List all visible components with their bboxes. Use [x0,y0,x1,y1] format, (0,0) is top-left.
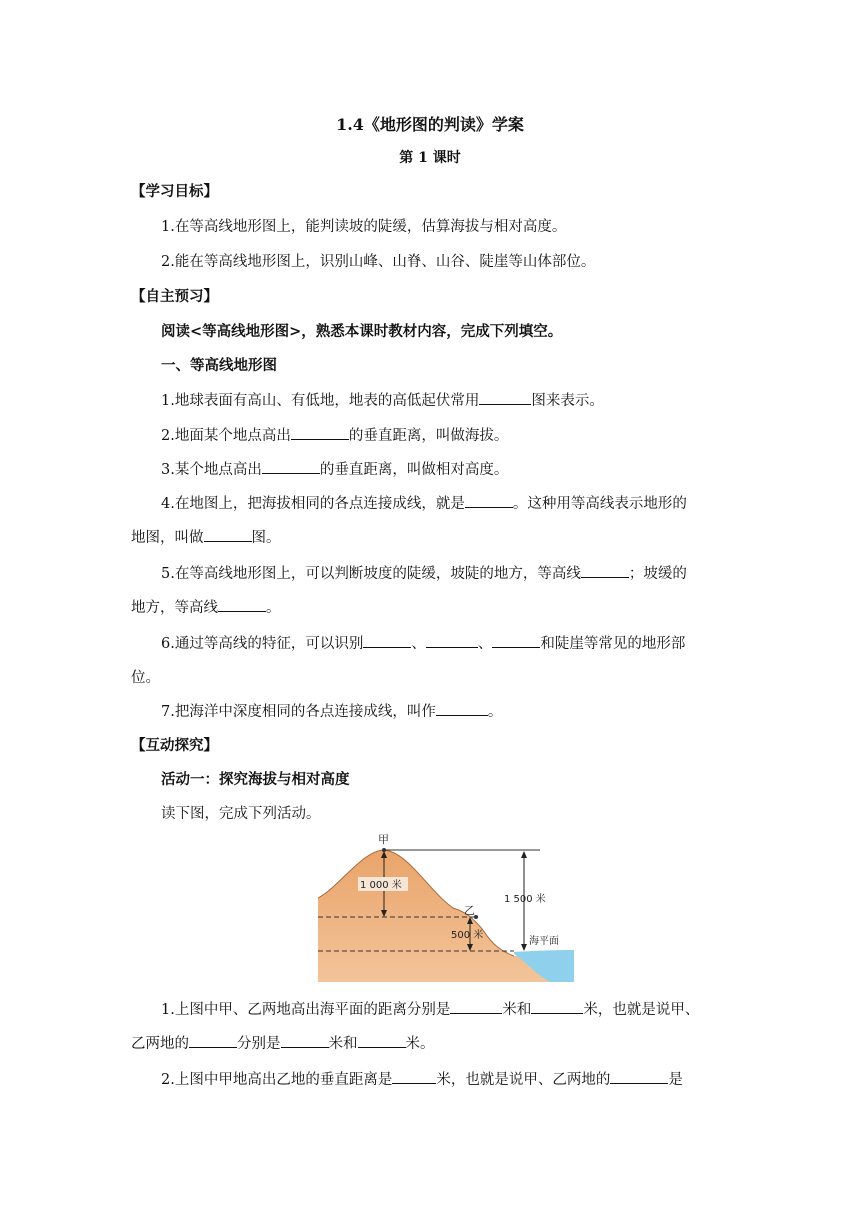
explore-heading: 【互动探究】 [131,737,218,754]
q6-text-b: 和陡崖等常见的地形部 [540,636,686,652]
question-4-line1 [161,492,687,513]
a1-text-b: 米和 [502,1002,532,1018]
question-6-line1 [161,632,685,653]
q5-text-c: 地方，等高线 [131,600,218,616]
a2-text-b: 米，也就是说甲、乙两地的 [436,1072,611,1088]
a1-text-c: 米，也就是说甲、 [583,1002,700,1018]
q3-blank[interactable] [262,459,320,474]
a1-text-f: 米和 [328,1036,358,1052]
q6-blank-1[interactable] [363,633,411,648]
q4-text-b: 。这种用等高线表示地形的 [512,496,687,512]
question-2 [161,424,508,445]
elevation-diagram [318,830,574,982]
goal-1: 1.在等高线地形图上，能判读坡的陡缓，估算海拔与相对高度。 [161,219,567,235]
q2-text-a: 2.地面某个地点高出 [161,428,291,444]
q7-blank[interactable] [436,701,488,716]
activity1-intro: 读下图，完成下列活动。 [161,806,321,822]
a1-blank-5[interactable] [358,1033,406,1048]
q1-blank[interactable] [479,390,531,405]
q1-text-a: 1.地球表面有高山、有低地，地表的高低起伏常用 [161,393,480,409]
a1-text-g: 米。 [405,1036,435,1052]
q3-text-a: 3.某个地点高出 [161,462,262,478]
q6-sep-1: 、 [411,636,426,652]
part1-heading: 一、等高线地形图 [161,357,277,374]
q5-blank-2[interactable] [218,597,266,612]
question-4-line2 [131,526,281,547]
question-7 [161,700,502,721]
label-1000: 1 000 米 [360,880,402,891]
a1-text-d: 乙两地的 [131,1036,189,1052]
q1-text-b: 图来表示。 [531,393,604,409]
a2-text-c: 是 [668,1072,683,1088]
question-3 [161,458,508,479]
a1-blank-1[interactable] [450,999,502,1014]
q5-text-d: 。 [266,600,281,616]
a1-text-e: 分别是 [237,1036,281,1052]
activity1-heading: 活动一：探究海拔与相对高度 [161,771,350,788]
question-6-line2: 位。 [131,670,160,686]
question-1 [161,389,604,410]
label-yi: 乙 [464,904,475,917]
activity1-q1-line1 [161,998,699,1019]
a2-blank-2[interactable] [610,1069,668,1084]
preview-heading: 【自主预习】 [131,288,218,305]
q7-text-b: 。 [487,704,503,720]
elevation-diagram-svg [318,830,574,982]
a2-blank-1[interactable] [392,1069,436,1084]
q4-blank-2[interactable] [204,527,252,542]
a1-blank-2[interactable] [531,999,583,1014]
q6-blank-3[interactable] [492,633,540,648]
goal-2: 2.能在等高线地形图上，识别山峰、山脊、山谷、陡崖等山体部位。 [161,254,596,270]
question-5-line2 [131,596,281,617]
q2-text-b: 的垂直距离，叫做海拔。 [348,428,509,444]
a2-text-a: 2.上图中甲地高出乙地的垂直距离是 [161,1072,393,1088]
activity1-q1-line2 [131,1032,435,1053]
label-sea-level: 海平面 [529,936,559,947]
q6-sep-2: 、 [477,636,493,652]
q5-text-b: ；坡缓的 [628,566,687,582]
q4-text-d: 图。 [251,530,281,546]
label-1500: 1 500 米 [504,894,546,905]
q6-blank-2[interactable] [426,633,478,648]
goals-heading: 【学习目标】 [131,183,218,200]
q5-text-a: 5.在等高线地形图上，可以判断坡度的陡缓，坡陡的地方，等高线 [161,566,581,582]
q6-text-a: 6.通过等高线的特征，可以识别 [161,636,364,652]
activity1-q2 [161,1068,683,1089]
a1-text-a: 1.上图中甲、乙两地高出海平面的距离分别是 [161,1002,451,1018]
q4-blank-1[interactable] [465,493,513,508]
page-title: 1.4《地形图的判读》学案 [336,115,524,134]
page-subtitle: 第 1 课时 [399,150,461,166]
q7-text-a: 7.把海洋中深度相同的各点连接成线，叫作 [161,704,436,720]
a1-blank-3[interactable] [189,1033,237,1048]
preview-intro: 阅读<等高线地形图>，熟悉本课时教材内容，完成下列填空。 [161,323,563,340]
q4-text-a: 4.在地图上，把海拔相同的各点连接成线，就是 [161,496,465,512]
label-500: 500 米 [451,930,484,941]
a1-blank-4[interactable] [281,1033,329,1048]
q2-blank[interactable] [291,425,349,440]
q5-blank-1[interactable] [581,563,629,578]
label-jia: 甲 [378,833,389,846]
q4-text-c: 地图，叫做 [131,530,204,546]
question-5-line1 [161,562,687,583]
q3-text-b: 的垂直距离，叫做相对高度。 [319,462,509,478]
